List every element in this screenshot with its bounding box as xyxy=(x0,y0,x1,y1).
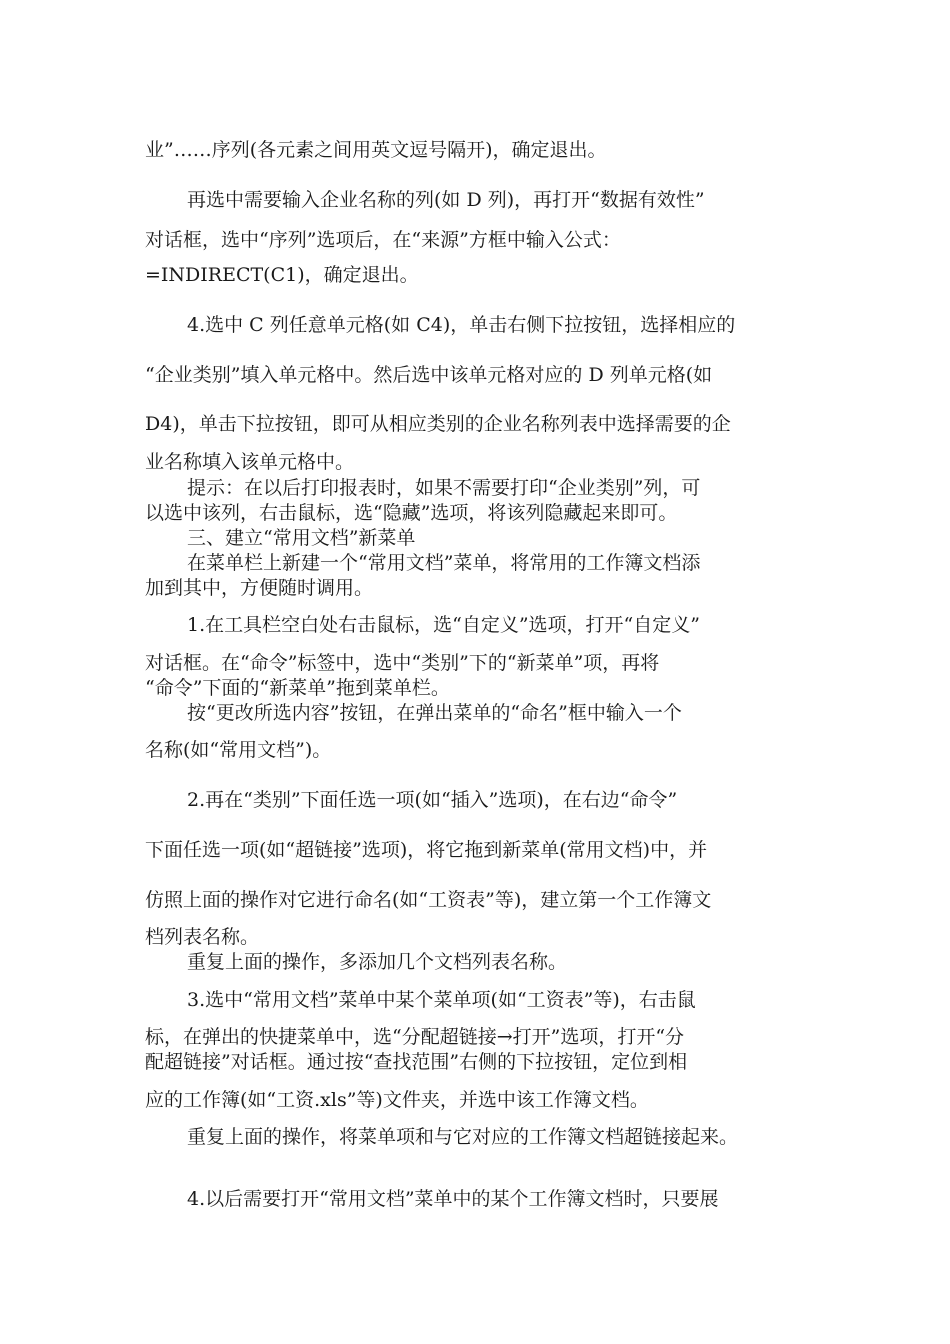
text-line: 以选中该列，右击鼠标，选“隐藏”选项，将该列隐藏起来即可。 xyxy=(145,502,678,524)
text-line: 对话框，选中“序列”选项后，在“来源”方框中输入公式： xyxy=(145,229,621,251)
text-line: 加到其中，方便随时调用。 xyxy=(145,577,374,599)
text-line: 重复上面的操作，将菜单项和与它对应的工作簿文档超链接起来。 xyxy=(187,1126,739,1148)
text-line: 2.再在“类别”下面任选一项(如“插入”选项)，在右边“命令” xyxy=(187,789,678,811)
section-heading: 三、建立“常用文档”新菜单 xyxy=(187,527,416,549)
text-line: 档列表名称。 xyxy=(145,926,260,948)
text-line: 仿照上面的操作对它进行命名(如“工资表”等)，建立第一个工作簿文 xyxy=(145,889,712,911)
text-line: “企业类别”填入单元格中。然后选中该单元格对应的 D 列单元格(如 xyxy=(145,364,713,386)
text-line: =INDIRECT(C1)，确定退出。 xyxy=(145,264,419,286)
text-line: 业名称填入该单元格中。 xyxy=(145,451,355,473)
text-line: 在菜单栏上新建一个“常用文档”菜单，将常用的工作簿文档添 xyxy=(187,552,701,574)
text-line: D4)，单击下拉按钮，即可从相应类别的企业名称列表中选择需要的企 xyxy=(145,413,731,435)
text-line: 业”……序列(各元素之间用英文逗号隔开)，确定退出。 xyxy=(145,139,607,161)
text-line: 4.选中 C 列任意单元格(如 C4)，单击右侧下拉按钮，选择相应的 xyxy=(187,314,736,336)
text-line: 按“更改所选内容”按钮，在弹出菜单的“命名”框中输入一个 xyxy=(187,702,682,724)
text-line: 配超链接”对话框。通过按“查找范围”右侧的下拉按钮，定位到相 xyxy=(145,1051,688,1073)
text-line: 下面任选一项(如“超链接”选项)，将它拖到新菜单(常用文档)中，并 xyxy=(145,839,708,861)
text-line: 4.以后需要打开“常用文档”菜单中的某个工作簿文档时，只要展 xyxy=(187,1188,719,1210)
text-line: 重复上面的操作，多添加几个文档列表名称。 xyxy=(187,951,568,973)
text-line: 应的工作簿(如“工资.xls”等)文件夹，并选中该工作簿文档。 xyxy=(145,1089,649,1111)
text-line: 1.在工具栏空白处右击鼠标，选“自定义”选项，打开“自定义” xyxy=(187,614,700,636)
text-line: 名称(如“常用文档”)。 xyxy=(145,739,332,761)
text-line: 再选中需要输入企业名称的列(如 D 列)，再打开“数据有效性” xyxy=(187,189,705,211)
text-line: 3.选中“常用文档”菜单中某个菜单项(如“工资表”等)，右击鼠 xyxy=(187,989,696,1011)
text-line: 标，在弹出的快捷菜单中，选“分配超链接→打开”选项，打开“分 xyxy=(145,1026,685,1048)
text-line: 提示：在以后打印报表时，如果不需要打印“企业类别”列，可 xyxy=(187,477,701,499)
text-line: “命令”下面的“新菜单”拖到菜单栏。 xyxy=(145,677,450,699)
text-line: 对话框。在“命令”标签中，选中“类别”下的“新菜单”项，再将 xyxy=(145,652,660,674)
